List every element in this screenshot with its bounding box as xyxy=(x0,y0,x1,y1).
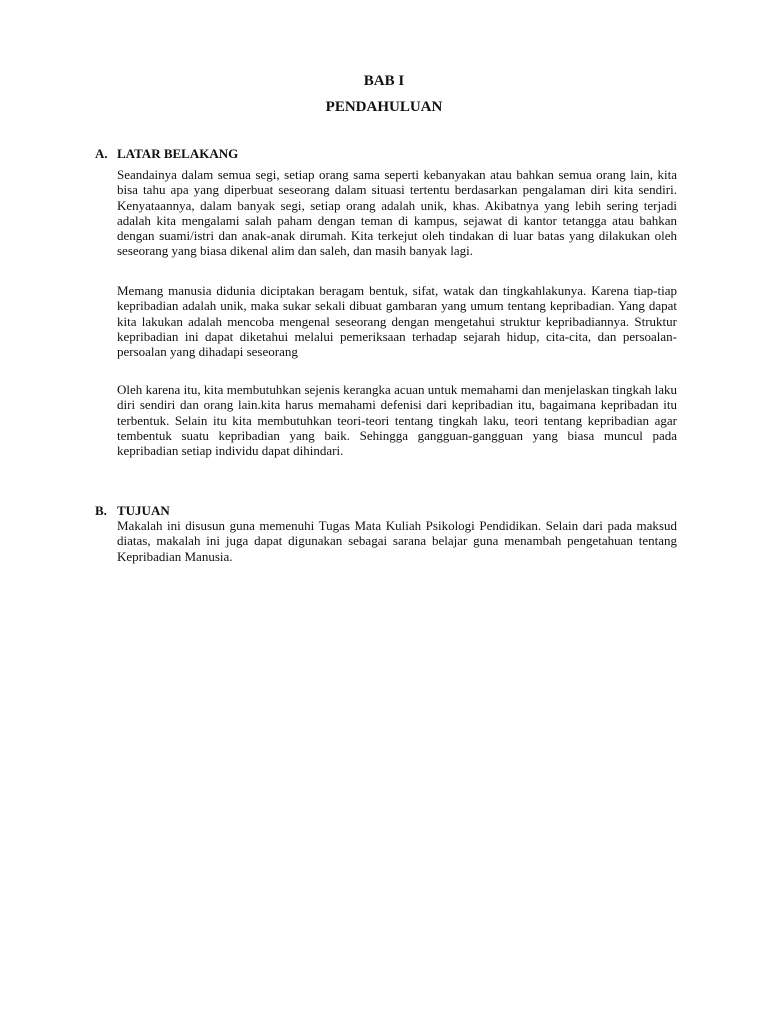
body-paragraph: Seandainya dalam semua segi, setiap orang sama seperti kebanyakan atau bahkan semua orang lain, kita bisa tahu apa yang diperbuat seseorang dalam situasi tertentu berdasarkan pengalaman diri kita sendiri. Kenyataannya, dalam banyak segi, setiap orang adalah unik, khas. Akibatnya yang lebih sering terjadi adalah kita mengalami salah paham dengan teman di kampus, sejawat di kantor tetangga atau bahkan dengan suami/istri dan anak-anak dirumah. Kita terkejut oleh tindakan di luar batas yang dilakukan oleh seseorang yang biasa dikenal alim dan saleh, dan masih banyak lagi. xyxy=(117,167,677,259)
section-heading-latar-belakang xyxy=(95,146,238,162)
body-paragraph: Makalah ini disusun guna memenuhi Tugas Mata Kuliah Psikologi Pendidikan. Selain dari pada maksud diatas, makalah ini juga dapat digunakan sebagai sarana belajar guna menambah pengetahuan tentang Kepribadian Manusia. xyxy=(117,518,677,564)
section-marker: B. xyxy=(95,503,107,518)
chapter-number: BAB I xyxy=(363,73,405,89)
section-heading-text: LATAR BELAKANG xyxy=(117,146,239,161)
chapter-title: PENDAHULUAN xyxy=(325,99,443,115)
section-heading-tujuan xyxy=(95,503,170,519)
section-heading-text: TUJUAN xyxy=(117,503,170,518)
body-paragraph: Oleh karena itu, kita membutuhkan sejenis kerangka acuan untuk memahami dan menjelaskan tingkah laku diri sendiri dan orang lain.kita harus memahami defenisi dari kepribadian itu, bagaimana kepribadan itu terbentuk. Selain itu kita membutuhkan teori-teori tentang tingkah laku, teori tentang kepribadian agar tembentuk suatu kepribadian yang baik. Sehingga gangguan-gangguan yang biasa muncul pada kepribadian setiap individu dapat dihindari. xyxy=(117,382,677,459)
section-marker: A. xyxy=(95,146,108,161)
body-paragraph: Memang manusia didunia diciptakan beragam bentuk, sifat, watak dan tingkahlakunya. Karena tiap-tiap kepribadian adalah unik, maka sukar sekali dibuat gambaran yang umum tentang kepribadian. Yang dapat kita lakukan adalah mencoba mengenal seseorang dengan mengetahui struktur kepribadiannya. Struktur kepribadian ini dapat diketahui melalui pemeriksaan terhadap sejarah hidup, cita-cita, dan persoalan-persoalan yang dihadapi seseorang xyxy=(117,283,677,360)
